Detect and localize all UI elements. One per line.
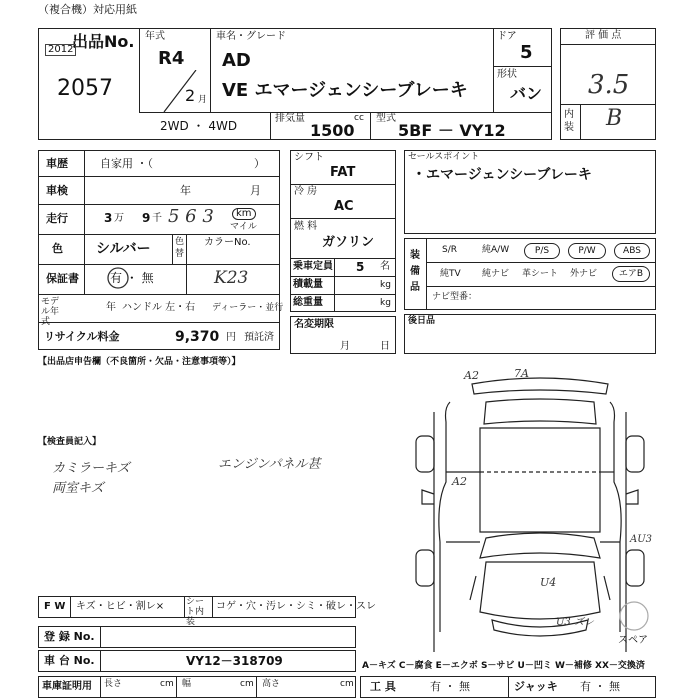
- drive-options: 2WD ・ 4WD: [160, 119, 238, 133]
- spec-table: [38, 150, 280, 350]
- warranty-label: 保証書: [46, 272, 79, 285]
- equip-pw: P/W: [568, 243, 606, 259]
- capacity-value: 5: [356, 260, 365, 274]
- history-value: 自家用 ・（: [100, 157, 153, 170]
- navi-model-label: ナビ型番：: [432, 292, 478, 302]
- mileage-handwritten: 5 6 3: [168, 206, 214, 227]
- gross-unit: kg: [380, 298, 391, 308]
- mileage-km: km: [232, 208, 256, 220]
- color-no-value: K23: [214, 268, 249, 288]
- delivery-box: [404, 314, 656, 354]
- certificate-label: 車庫証明用: [42, 681, 92, 692]
- model-code-label: 型式: [376, 113, 396, 124]
- mark-7a: 7A: [514, 367, 529, 380]
- mark-u4: U4: [540, 576, 557, 589]
- year-month-unit: 月: [198, 95, 208, 105]
- history-close: ）: [254, 157, 265, 170]
- interior-score: B: [606, 106, 623, 131]
- certificate-width: 幅: [182, 679, 192, 689]
- inspection-label: 車検: [46, 184, 68, 197]
- equip-navi: 純ナビ: [482, 269, 510, 279]
- fuel-value: ガソリン: [322, 235, 375, 250]
- load-label: 積載量: [293, 279, 323, 290]
- inspection-year-unit: 年: [180, 184, 191, 197]
- model-code-value: 5BF － VY12: [398, 121, 506, 140]
- color-no-label: カラーNo.: [204, 237, 251, 248]
- name-change-day: 日: [380, 341, 390, 352]
- equipment-label: 装備品: [410, 250, 420, 293]
- year-label: 年式: [145, 31, 165, 42]
- sales-point-value: ・エマージェンシーブレーキ: [412, 167, 592, 183]
- lot-stamp: 2012: [45, 44, 76, 56]
- name-change-label: 名変期限: [294, 319, 334, 330]
- load-unit: kg: [380, 280, 391, 290]
- inspector-note-3: 両室キズ: [52, 481, 104, 496]
- delivery-label: 後日品: [408, 316, 436, 326]
- lot-number: 2057: [57, 76, 113, 101]
- year-value: R4: [158, 48, 185, 69]
- displacement-unit: cc: [354, 113, 364, 123]
- displacement-label: 排気量: [275, 113, 305, 124]
- mark-a2-side: A2: [452, 475, 467, 488]
- registration-label: 登 録 No.: [44, 630, 95, 643]
- displacement-value: 1500: [310, 121, 355, 140]
- tools-label: 工 具: [370, 680, 396, 693]
- capacity-label: 乗車定員: [293, 261, 333, 272]
- equip-leather: 革シート: [522, 269, 559, 279]
- model-name: AD: [222, 50, 251, 71]
- mileage-label: 走行: [46, 212, 68, 225]
- aircon-label: 冷 房: [294, 186, 318, 197]
- equip-abs: ABS: [614, 243, 650, 259]
- fw-items: キズ・ヒビ・割レ×: [76, 601, 165, 612]
- inspector-label: 【検査員記入】: [38, 437, 102, 447]
- form-title: （複合機）対応用紙: [38, 3, 137, 16]
- inspector-note-2: エンジンパネル甚: [218, 457, 321, 472]
- color-label: 色: [52, 242, 63, 255]
- sales-point-box: [404, 150, 656, 234]
- model-grade: VE エマージェンシーブレーキ: [222, 80, 468, 101]
- mileage-mile: マイル: [230, 222, 257, 232]
- inspector-note-1: カミラーキズ: [52, 461, 130, 476]
- color-value: シルバー: [96, 241, 151, 257]
- model-year-label: モデル年式: [41, 297, 60, 327]
- lot-label: 出品No.: [72, 32, 135, 51]
- recycle-value: 9,370: [175, 329, 220, 345]
- equip-tv: 純TV: [440, 269, 461, 279]
- equip-airbag: エアB: [612, 266, 650, 282]
- aircon-value: AC: [334, 199, 354, 214]
- certificate-length: 長さ: [104, 679, 123, 689]
- mark-a2-top: A2: [464, 369, 479, 382]
- certificate-cm-1: cm: [160, 679, 174, 689]
- fuel-label: 燃 料: [294, 221, 318, 232]
- certificate-height: 高さ: [262, 679, 281, 689]
- mark-au3: AU3: [630, 534, 653, 545]
- certificate-cm-2: cm: [240, 679, 254, 689]
- mileage-man-unit: 万: [114, 213, 124, 224]
- jack-label: ジャッキ: [514, 680, 558, 693]
- rating-score: 3.5: [588, 70, 630, 100]
- interior-label: 内装: [564, 109, 574, 133]
- year-month: 2: [185, 86, 196, 105]
- seat-items: コゲ・穴・汚レ・シミ・破レ・スレ: [216, 601, 376, 612]
- warranty-options: 有 ・ 無: [110, 271, 154, 285]
- recycle-label: リサイクル料金: [44, 330, 120, 343]
- shift-label: シフト: [294, 152, 324, 163]
- sales-point-label: セールスポイント: [408, 152, 480, 162]
- model-year-unit: 年: [106, 302, 116, 313]
- certificate-cm-3: cm: [340, 679, 354, 689]
- doors-label: ドア: [497, 31, 517, 42]
- history-label: 車歴: [46, 157, 68, 170]
- jack-options: 有 ・ 無: [580, 680, 620, 693]
- chassis-label: 車 台 No.: [44, 654, 95, 667]
- recycle-note: 預託済: [244, 332, 274, 343]
- mileage-sen: 9: [142, 211, 151, 225]
- seller-notes-label: 【出品店申告欄（不良箇所・欠品・注意事項等）】: [38, 357, 241, 367]
- handle-options: ハンドル 左・右: [122, 302, 196, 313]
- model-label: 車名・グレード: [216, 31, 286, 42]
- mileage-sen-unit: 千: [152, 213, 162, 224]
- shift-value: FAT: [330, 165, 356, 180]
- dealer-options: ディーラー・並行: [212, 303, 284, 313]
- capacity-unit: 名: [380, 261, 390, 272]
- equip-alloy: 純A/W: [482, 245, 510, 255]
- rating-label: 評 価 点: [585, 30, 622, 41]
- gross-label: 総重量: [293, 297, 323, 308]
- equip-ps: P/S: [524, 243, 560, 259]
- mileage-man: 3: [104, 211, 113, 225]
- name-change-month: 月: [340, 341, 350, 352]
- car-diagram: [400, 362, 680, 662]
- chassis-value: VY12－318709: [186, 654, 283, 668]
- color-changed-label: 色替: [175, 237, 185, 259]
- shape-value: バン: [510, 84, 543, 103]
- equip-ext-navi: 外ナビ: [570, 269, 598, 279]
- mark-u3: U3 ズレ: [556, 617, 594, 628]
- inspection-month-unit: 月: [250, 184, 261, 197]
- equip-sr: S/R: [442, 245, 457, 255]
- seat-label: シート内 装: [186, 597, 205, 627]
- tools-options: 有 ・ 無: [430, 680, 470, 693]
- shape-label: 形状: [497, 69, 517, 80]
- warranty-yes-circle: [106, 266, 130, 290]
- spare-label: スペア: [618, 635, 648, 646]
- fw-label: F W: [44, 601, 66, 612]
- damage-legend: A－キズ C－腐食 E－エクボ S－サビ U－凹ミ W－補修 XX－交換済: [362, 661, 645, 671]
- recycle-unit: 円: [226, 332, 236, 343]
- doors-value: 5: [520, 42, 533, 63]
- year-divider: [160, 70, 200, 112]
